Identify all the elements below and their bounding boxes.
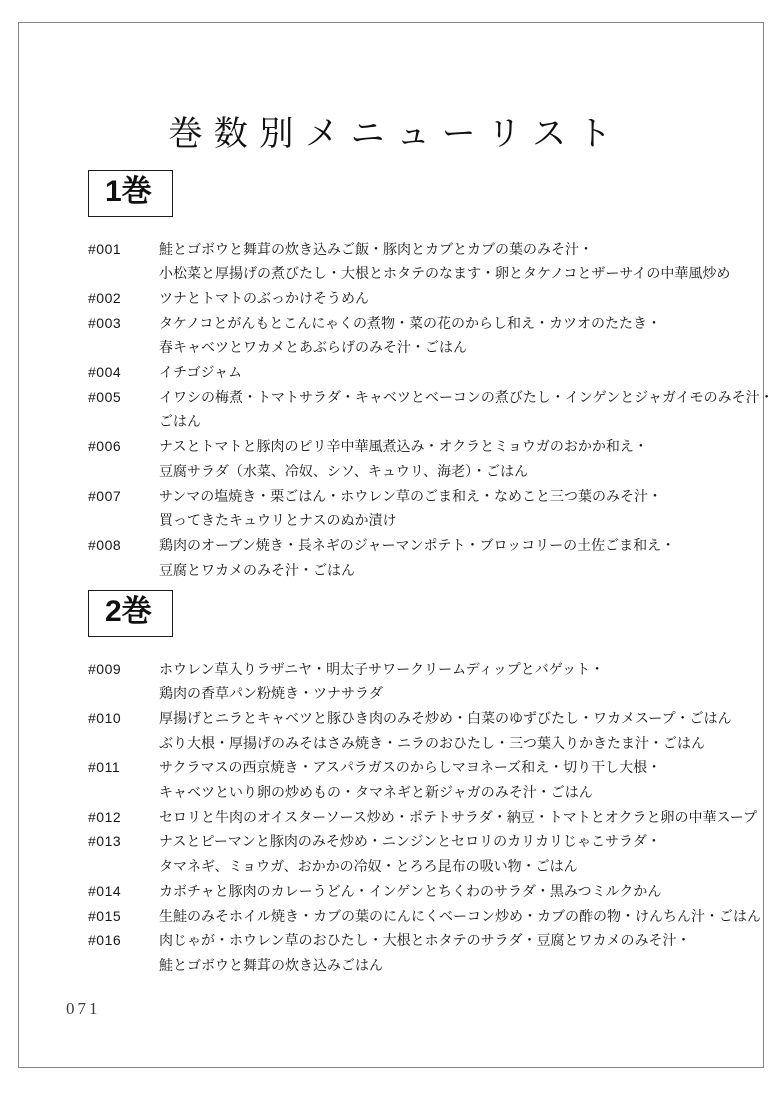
menu-item (88, 706, 730, 731)
menu-item (88, 755, 730, 780)
menu-text: 鮭とゴボウと舞茸の炊き込みご飯・豚肉とカブとカブの葉のみそ汁・ (159, 240, 593, 257)
episode-number: #005 (88, 388, 122, 405)
episode-number: #002 (88, 289, 122, 306)
menu-item-continuation (88, 459, 730, 484)
episode-number: #013 (88, 833, 122, 850)
menu-item-continuation (88, 558, 730, 583)
menu-text: 小松菜と厚揚げの煮びたし・大根とホタテのなます・卵とタケノコとザーサイの中華風炒め (159, 265, 731, 282)
volume-section (88, 170, 774, 582)
menu-text: ナスとトマトと豚肉のピリ辛中華風煮込み・オクラとミョウガのおかか和え・ (159, 438, 648, 455)
menu-item (88, 904, 761, 929)
menu-text: ツナとトマトのぶっかけそうめん (159, 289, 369, 306)
episode-number: #009 (88, 660, 122, 677)
menu-text: 厚揚げとニラとキャベツと豚ひき肉のみそ炒め・白菜のゆずびたし・ワカメスープ・ごはん (159, 709, 732, 726)
episode-number: #003 (88, 314, 122, 331)
menu-item-continuation (88, 261, 730, 286)
menu-item-continuation (88, 335, 730, 360)
episode-number: #001 (88, 240, 122, 257)
menu-text: ナスとピーマンと豚肉のみそ炒め・ニンジンとセロリのカリカリじゃこサラダ・ (159, 833, 661, 850)
menu-item-continuation (88, 780, 730, 805)
episode-number: #015 (88, 907, 122, 924)
episode-number: #006 (88, 438, 122, 455)
menu-text: タマネギ、ミョウガ、おかかの冷奴・とろろ昆布の吸い物・ごはん (159, 858, 578, 875)
menu-item (88, 533, 730, 558)
menu-list (88, 657, 761, 978)
menu-item (88, 360, 730, 385)
menu-item-continuation (88, 681, 730, 706)
menu-item (88, 657, 730, 682)
page-number: 071 (66, 999, 101, 1018)
episode-number: #012 (88, 808, 122, 825)
episode-number: #007 (88, 487, 122, 504)
episode-number: #016 (88, 932, 122, 949)
episode-number: #011 (88, 759, 121, 776)
menu-item-continuation (88, 508, 730, 533)
menu-item-continuation (88, 409, 730, 434)
menu-text: ごはん (159, 413, 201, 430)
menu-text: キャベツといり卵の炒めもの・タマネギと新ジャガのみそ汁・ごはん (159, 784, 593, 801)
menu-item (88, 286, 730, 311)
menu-text: 豆腐とワカメのみそ汁・ごはん (159, 561, 355, 578)
menu-item (88, 879, 730, 904)
menu-item (88, 237, 730, 262)
menu-item (88, 434, 730, 459)
episode-number: #004 (88, 364, 122, 381)
menu-item (88, 829, 730, 854)
episode-number: #014 (88, 882, 122, 899)
menu-text: ホウレン草入りラザニヤ・明太子サワークリームディップとバゲット・ (159, 660, 605, 677)
menu-text: 鶏肉のオーブン焼き・長ネギのジャーマンポテト・ブロッコリーの土佐ごま和え・ (159, 536, 676, 553)
menu-item-continuation (88, 953, 730, 978)
menu-item (88, 484, 730, 509)
menu-text: 生鮭のみそホイル焼き・カブの葉のにんにくベーコン炒め・カブの酢の物・けんちん汁・ごはん (159, 907, 761, 924)
volume-section (88, 590, 761, 978)
menu-text: 豆腐サラダ（水菜、冷奴、シソ、キュウリ、海老）・ごはん (159, 462, 529, 479)
menu-text: 肉じゃが・ホウレン草のおひたし・大根とホタテのサラダ・豆腐とワカメのみそ汁・ (159, 932, 691, 949)
menu-text: ぶり大根・厚揚げのみそはさみ焼き・ニラのおひたし・三つ葉入りかきたま汁・ごはん (159, 734, 705, 751)
menu-text: 鮭とゴボウと舞茸の炊き込みごはん (159, 956, 383, 973)
menu-item-continuation (88, 854, 730, 879)
menu-text: 買ってきたキュウリとナスのぬか漬け (159, 512, 397, 529)
volume-label: 1巻 (88, 170, 173, 217)
menu-text: タケノコとがんもとこんにゃくの煮物・菜の花のからし和え・カツオのたたき・ (159, 314, 662, 331)
menu-text: 鶏肉の香草パン粉焼き・ツナサラダ (159, 685, 383, 702)
menu-item (88, 311, 730, 336)
menu-item-continuation (88, 731, 730, 756)
episode-number: #010 (88, 709, 122, 726)
menu-text: サンマの塩焼き・栗ごはん・ホウレン草のごま和え・なめこと三つ葉のみそ汁・ (159, 487, 662, 504)
menu-item (88, 805, 758, 830)
menu-text: サクラマスの西京焼き・アスパラガスのからしマヨネーズ和え・切り干し大根・ (159, 759, 662, 776)
menu-text: セロリと牛肉のオイスターソース炒め・ポテトサラダ・納豆・トマトとオクラと卵の中華スープ (159, 808, 758, 825)
menu-text: イチゴジャム (159, 364, 243, 381)
menu-item (88, 928, 730, 953)
menu-text: イワシの梅煮・トマトサラダ・キャベツとベーコンの煮びたし・インゲンとジャガイモのみそ汁・ (159, 388, 774, 405)
episode-number: #008 (88, 536, 122, 553)
menu-list (88, 237, 774, 583)
menu-text: カボチャと豚肉のカレーうどん・インゲンとちくわのサラダ・黒みつミルクかん (159, 882, 662, 899)
menu-item (88, 385, 774, 410)
menu-text: 春キャベツとワカメとあぶらげのみそ汁・ごはん (159, 339, 467, 356)
page-title: 巻数別メニューリスト (168, 116, 624, 153)
volume-label: 2巻 (88, 590, 173, 637)
